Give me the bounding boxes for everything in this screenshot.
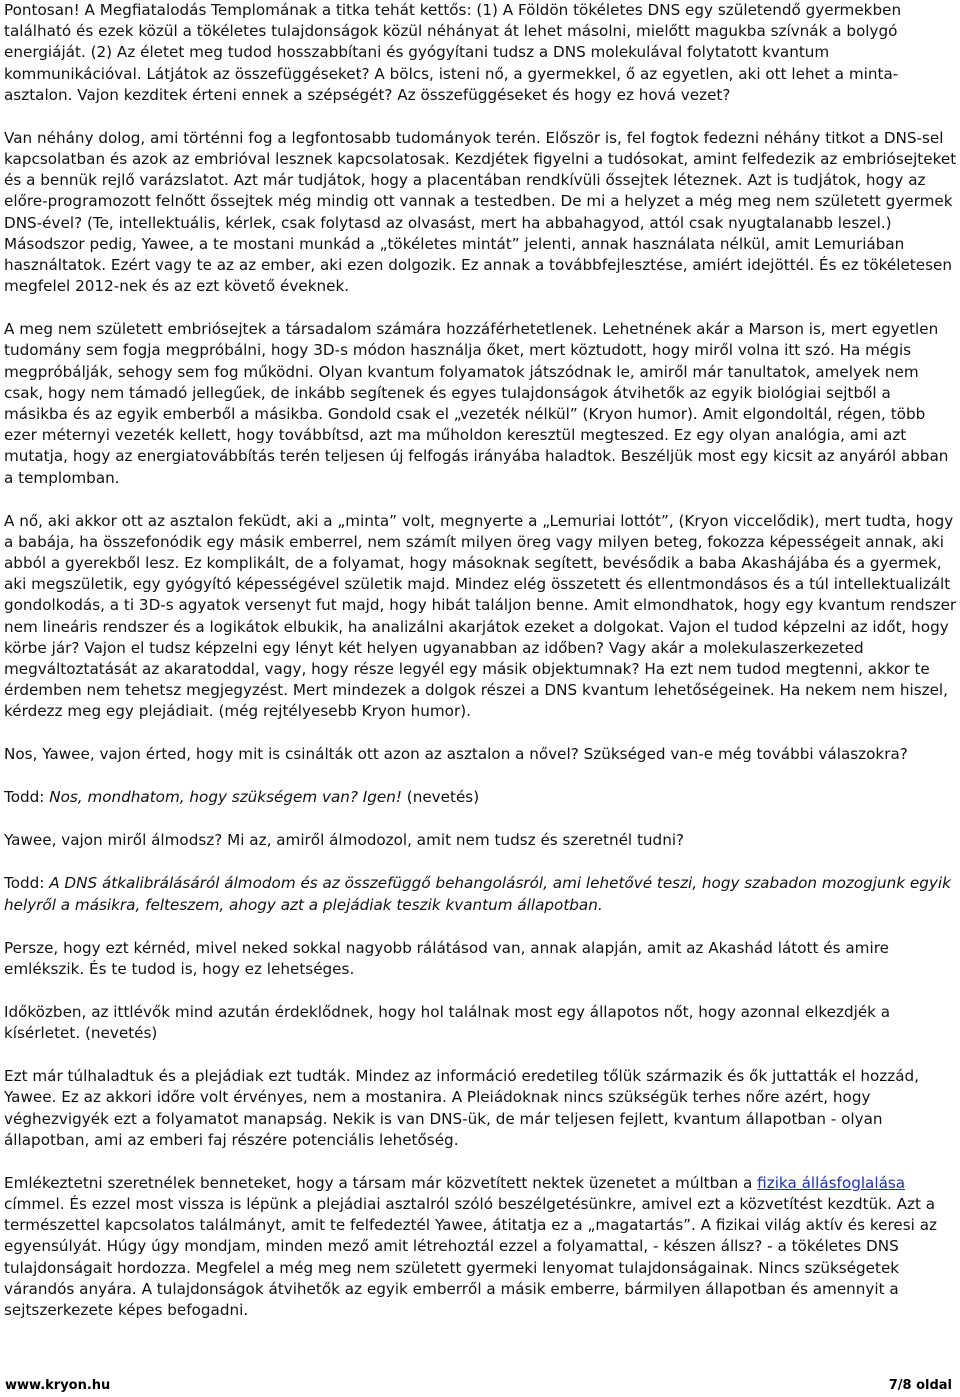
paragraph-4: A nő, aki akkor ott az asztalon feküdt, aki a „minta” volt, megnyerte a „Lemuriai lottót”, (Kryon viccelődik), mert tudta, hogy a babája, ha összefonódik egy másik emberrel, nem számít milyen öreg vagy milyen beteg, fokozza képességeit annak, aki abból a gyerekből lesz. Ez komplikált, de a folyamat, hogy másoknak segített, bevésődik a baba Akashájába és a gyermek, aki megszületik, egy gyógyító képességével születik majd. Mindez elég összetett és ellentmondásos és a túl intellektualizált gondolkodás, a ti 3D-s agyatok versenyt fut majd, hogy hibát találjon benne. Amit elmondhatok, hogy egy kvantum rendszer nem lineáris rendszer és a logikátok elbukik, ha analizálni akarjátok ezeket a dolgokat. Vajon el tudod képzelni az időt, hogy körbe jár? Vajon el tudsz képzelni egy lényt két helyen ugyanabban az időben? Vagy akár a molekulaszerkezeted megváltoztatását az akaratoddal, vagy, hogy része legyél egy másik objektumnak? Ha ezt nem tudod megtenni, akkor te érdemben nem tehetsz megjegyzést. Mert mindezek a dolgok részei a DNS kvantum lehetőségeinek. Ha nekem nem hiszel, kérdezz meg egy plejádiait. (még rejtélyesebb Kryon humor).: [4, 511, 957, 721]
document-body: [4, 0, 959, 1343]
paragraph-text: Emlékeztetni szeretnélek benneteket, hogy a társam már közvetített nektek üzenetet a múltban a: [4, 1173, 758, 1192]
quote-italic: A DNS átkalibrálásáról álmodom és az összefüggő behangolásról, ami lehetővé teszi, hogy szabadon mozogjunk egyik helyről a másikra, felteszem, ahogy azt a plejádiak teszik kvantum állapotban.: [4, 874, 951, 914]
footer-page-number: 7/8 oldal: [888, 1378, 952, 1393]
paragraph-11: Ezt már túlhaladtuk és a plejádiak ezt tudták. Mindez az információ eredetileg tőlük származik és ők juttatták el hozzád, Yawee. Ez az akkori időre volt érvényes, nem a mostanira. A Pleiádoknak nincs szükségük terhes nőre azért, hogy véghezvigyék ezt a folyamatot manapság. Nekik is van DNS-ük, de már teljesen fejlett, kvantum állapotban - olyan állapotban, ami az emberi faj részére potenciális lehetőség.: [4, 1067, 920, 1149]
paragraph-10: Időközben, az ittlévők mind azután érdeklődnek, hogy hol találnak most egy állapotos nőt, hogy azonnal elkezdjék a kísérletet. (nevetés): [4, 1002, 891, 1043]
speaker-label: Todd:: [4, 788, 50, 807]
paragraph-9: Persze, hogy ezt kérnéd, mivel neked sokkal nagyobb rálátásod van, annak alapján, amit az Akashád látott és amire emlékszik. És te tudod is, hogy ez lehetséges.: [4, 938, 889, 978]
fizika-link[interactable]: fizika állásfoglalása: [757, 1173, 906, 1192]
speaker-label: Todd:: [4, 874, 50, 893]
paragraph-8: [4, 873, 959, 915]
page-footer: [5, 1376, 952, 1396]
footer-site-url[interactable]: www.kryon.hu: [5, 1378, 111, 1393]
paragraph-12: [4, 1173, 959, 1321]
paragraph-tail: (nevetés): [401, 788, 480, 807]
paragraph-1: Pontosan! A Megfiatalodás Templomának a titka tehát kettős: (1) A Földön tökéletes DNS egy születendő gyermekben található és ezek közül a tökéletes tulajdonságok közül néhányat át lehet másolni, mielőtt magukba szívnák a bolygó energiáját. (2) Az életet meg tudod hosszabbítani és gyógyítani tudsz a DNS molekulával folytatott kvantum kommunikációval. Látjátok az összefüggéseket? A bölcs, isteni nő, a gyermekkel, ő az egyetlen, aki ott lehet a minta-asztalon. Vajon kezditek érteni ennek a szépségét? Az összefüggéseket és hogy ez hová vezet?: [4, 1, 902, 104]
paragraph-7: Yawee, vajon miről álmodsz? Mi az, amiről álmodozol, amit nem tudsz és szeretnél tudni?: [4, 831, 685, 850]
paragraph-6: [4, 787, 959, 808]
paragraph-text: címmel. És ezzel most vissza is lépünk a plejádiai asztalról szóló beszélgetésünkre, amivel ezt a közvetítést kezdtük. Azt a természettel kapcsolatos találmányt, amit te felfedeztél Yawee, átitatja ez a „magatartás”. A fizikai világ aktív és keresi az egyensúlyát. Húgy úgy mondjam, minden mező amit létrehoztál ezzel a folyamattal, - készen állsz? - a tökéletes DNS tulajdonságait hordozza. Megfelel a még meg nem született gyermeki lenyomat tulajdonságainak. Nincs szükségetek várandós anyára. A tulajdonságok átvihetők az egyik emberről a másik emberre, bármilyen állapotban és amennyit a sejtszerkezete képes befogadni.: [4, 1194, 937, 1319]
paragraph-3: A meg nem született embriósejtek a társadalom számára hozzáférhetetlenek. Lehetnének akár a Marson is, mert egyetlen tudomány sem fogja megpróbálni, hogy 3D-s módon használja őket, mert köztudott, hogy miről volna itt szó. Ha mégis megpróbálják, sehogy sem fog működni. Olyan kvantum folyamatok játszódnak le, amiről már tanultatok, amelyek nem csak, hogy nem támadó jellegűek, de inkább segítenek és egyes tulajdonságok átvihetők az egyik biológiai sejtből a másikba és az egyik emberből a másikba. Gondold csak el „vezeték nélkül” (Kryon humor). Amit elgondoltál, régen, több ezer méternyi vezeték kellett, hogy továbbítsd, azt ma műholdon keresztül megteszed. Ez egy olyan analógia, ami azt mutatja, hogy az energiatovábbítás terén teljesen új felfogás irányába haladtok. Beszéljük most egy kicsit az anyáról abban a templomban.: [4, 320, 949, 487]
paragraph-2: Van néhány dolog, ami történni fog a legfontosabb tudományok terén. Először is, fel fogtok fedezni néhány titkot a DNS-sel kapcsolatban és azok az embrióval lesznek kapcsolatosak. Kezdjétek figyelni a tudósokat, amint felfedezik az embriósejteket és a bennük rejlő varázslatot. Azt már tudjátok, hogy a placentában rendkívüli őssejtek léteznek. Azt is tudjátok, hogy az előre-programozott felnőtt őssejtek még mindig ott vannak a testedben. De mi a helyzet a még meg nem született gyermek DNS-ével? (Te, intellektuális, kérlek, csak folytasd az olvasást, mert ha abbahagyod, attól csak nyugtalanabb leszel.) Másodszor pedig, Yawee, a te mostani munkád a „tökéletes mintát” jelenti, annak használata nélkül, amit Lemuriában használtatok. Ezért vagy te az az ember, aki ezen dolgozik. Ez annak a továbbfejlesztése, amiért idejöttél. És ez tökéletesen megfelel 2012-nek és az ezt követő éveknek.: [4, 128, 957, 296]
quote-italic: Nos, mondhatom, hogy szükségem van? Igen!: [49, 788, 402, 807]
paragraph-5: Nos, Yawee, vajon érted, hogy mit is csinálták ott azon az asztalon a nővel? Szükséged van-e még további válaszokra?: [4, 745, 908, 764]
